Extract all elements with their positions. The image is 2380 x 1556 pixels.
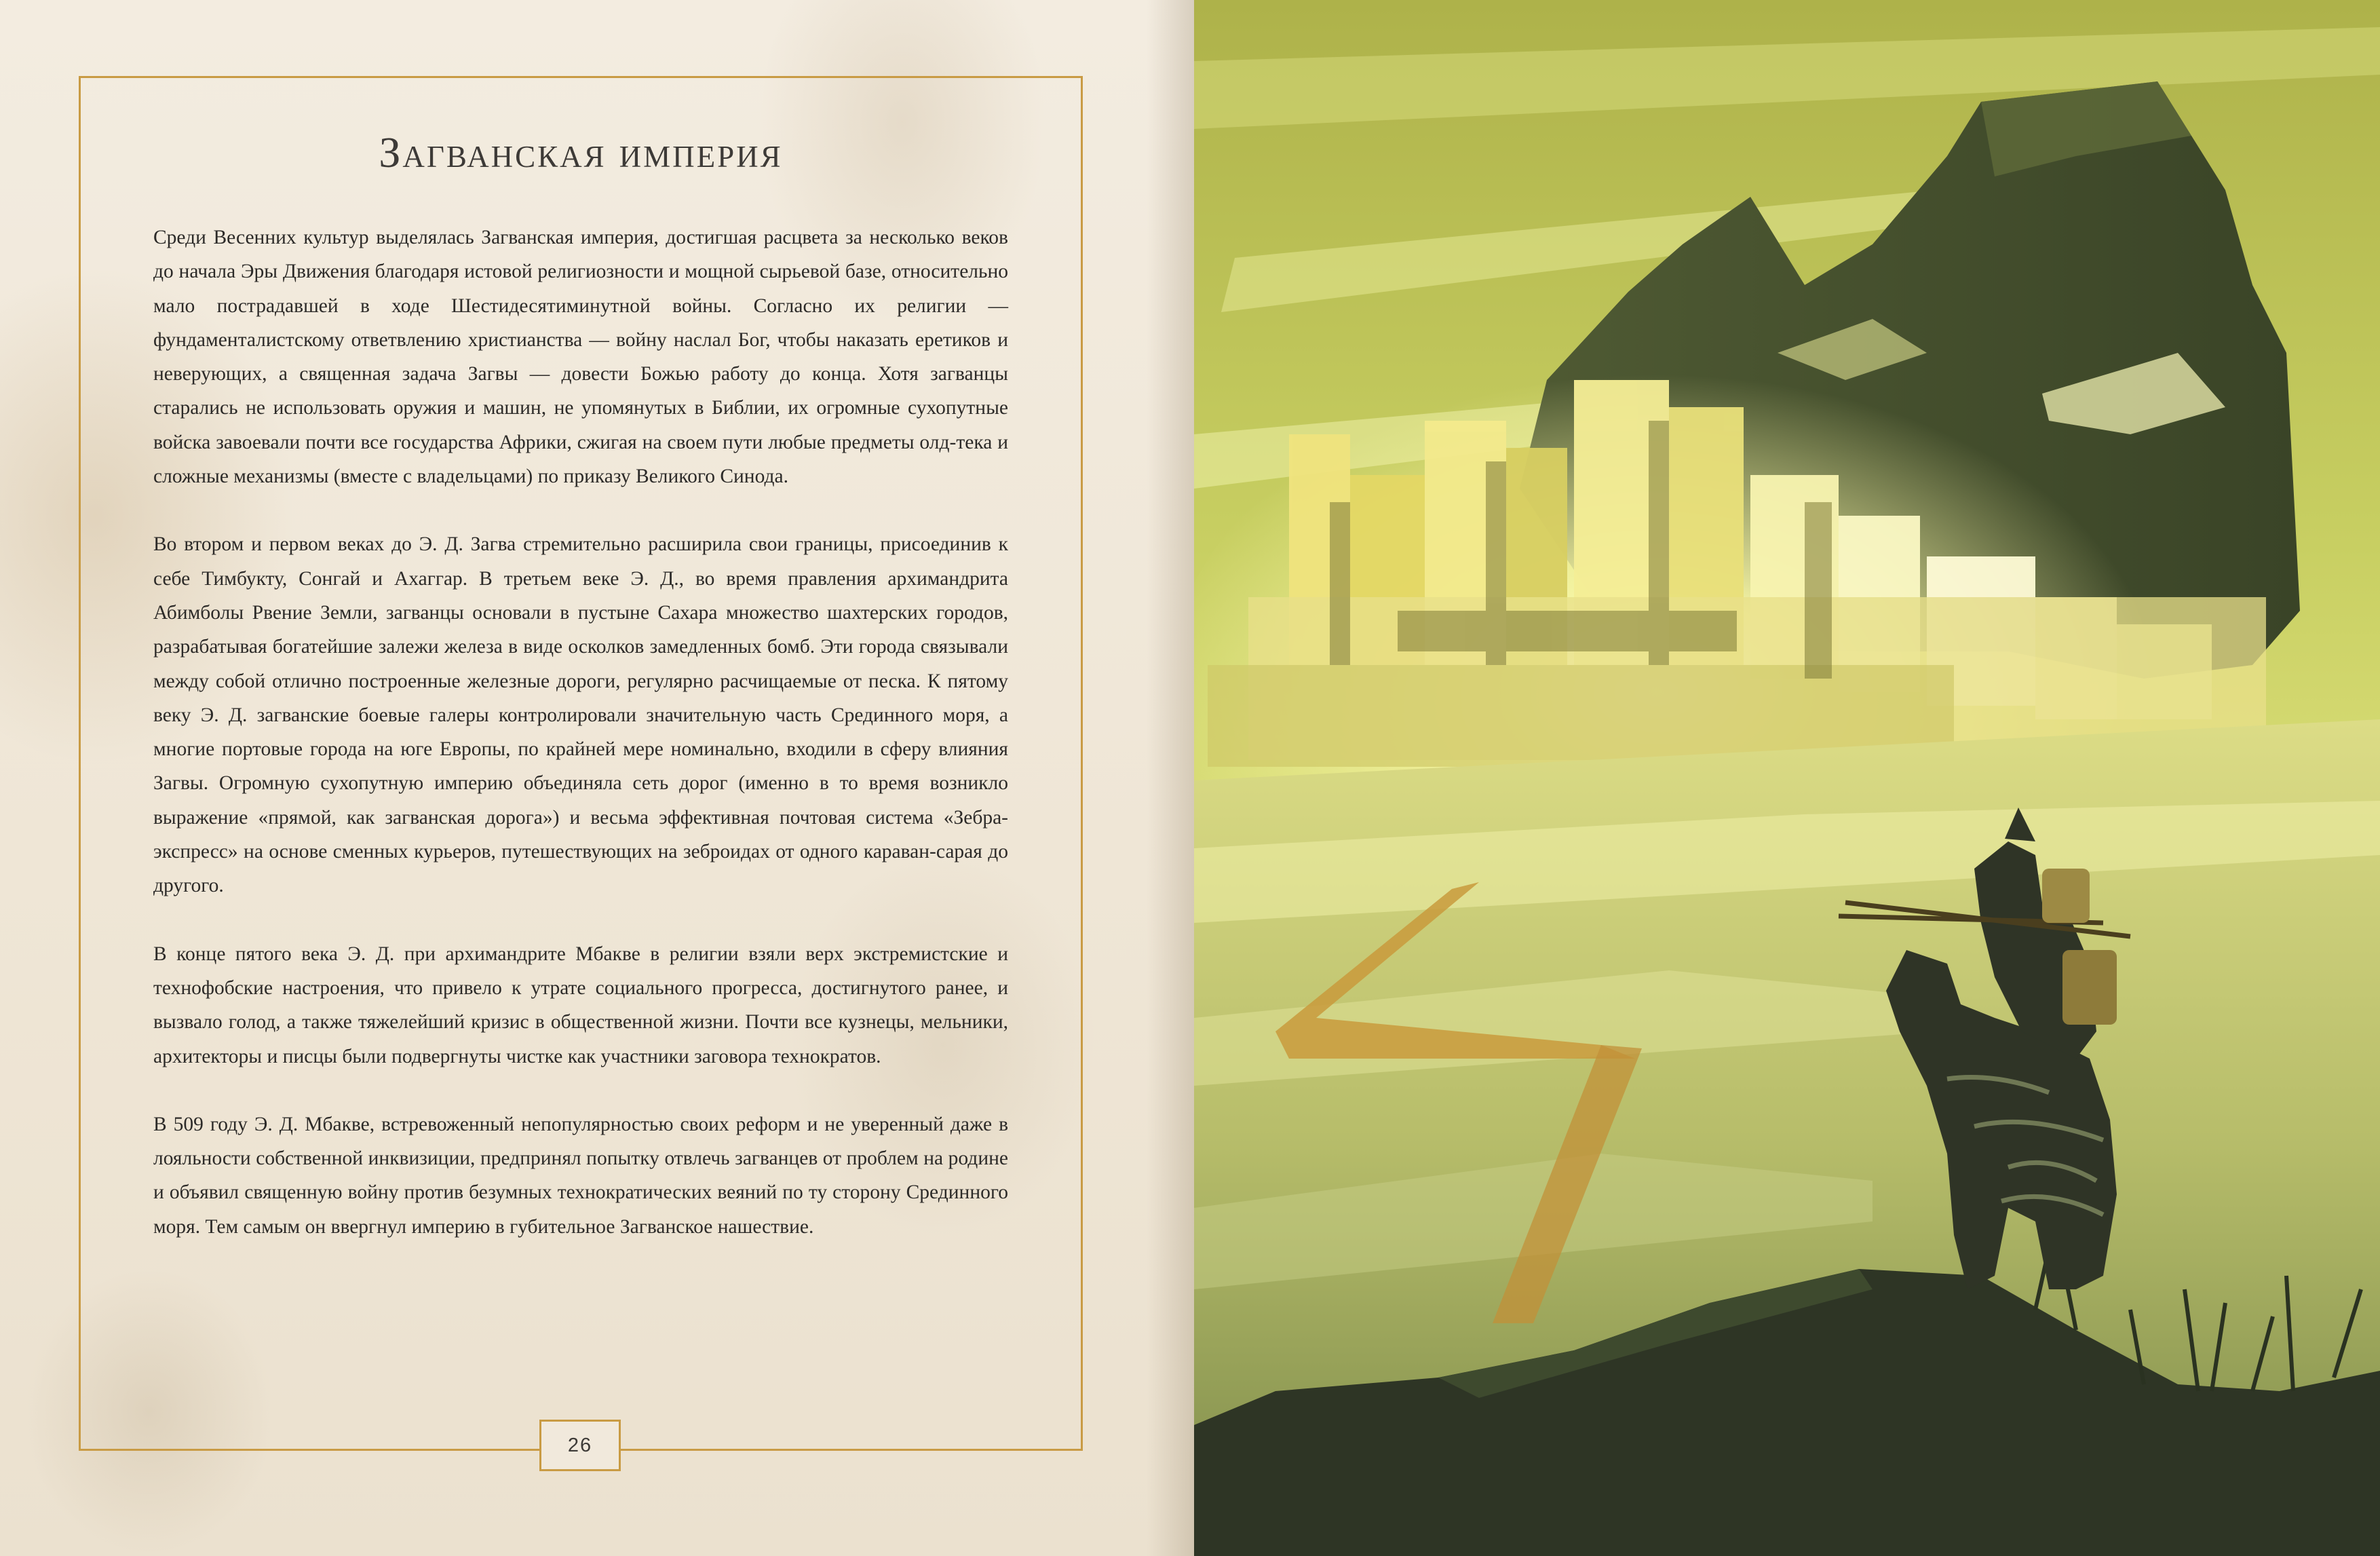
paragraph-3: В конце пятого века Э. Д. при архимандрите Мбакве в религии взяли верх экстремистские и технофобские настроения, что привело к утрате социального прогресса, достигнутого ранее, и вызвало голод, а также тяжелейший кризис в общественной жизни. Почти все кузнецы, мельники, архитекторы и писцы были подвергнуты чистке как участники заговора технократов.: [153, 943, 1008, 1067]
illustration-desert-city-rider: [1194, 0, 2380, 1556]
page-number: 26: [539, 1420, 621, 1471]
paragraph-4: В 509 году Э. Д. Мбакве, встревоженный непопулярностью своих реформ и не уверенный даже в лояльности собственной инквизиции, предпринял попытку отвлечь загванцев от проблем на родине и объявил священную войну против безумных технократических веяний по ту сторону Срединного моря. Тем самым он ввергнул империю в губительное Загванское нашествие.: [153, 1113, 1008, 1238]
page-title: Загванская империя: [379, 128, 783, 176]
paragraph-1: Среди Весенних культур выделялась Загванская империя, достигшая расцвета за несколько веков до начала Эры Движения благодаря истовой религиозности и мощной сырьевой базе, относительно мало пострадавшей в ходе Шестидесятиминутной войны. Согласно их религии — фундаменталистскому ответвлению христианства — войну наслал Бог, чтобы наказать еретиков и неверующих, а священная задача Загвы — довести Божью работу до конца. Хотя загванцы старались не использовать оружия и машин, не упомянутых в Библии, их огромные сухопутные войска завоевали почти все государства Африки, сжигая на своем пути любые предметы олд-тека и сложные механизмы (вместе с владельцами) по приказу Великого Синода.: [153, 227, 1008, 488]
illustration-page: [1194, 0, 2380, 1556]
body-text: [153, 221, 1008, 1244]
paragraph-2: Во втором и первом веках до Э. Д. Загва стремительно расширила свои границы, присоединив к себе Тимбукту, Сонгай и Ахаггар. В третьем веке Э. Д., во время правления архимандрита Абимболы Рвение Земли, загванцы основали в пустыне Сахара множество шахтерских городов, разрабатывая богатейшие залежи железа в виде осколков замедленных бомб. Эти города связывали между собой отлично построенные железные дороги, регулярно расчищаемые от песка. К пятому веку Э. Д. загванские боевые галеры контролировали значительную часть Срединного моря, а многие портовые города на юге Европы, по крайней мере номинально, входили в сферу влияния Загвы. Огромную сухопутную империю объединяла сеть дорог (именно в то время возникло выражение «прямой, как загванская дорога») и весьма эффективная почтовая система «Зебра-экспресс» на основе сменных курьеров, путешествующих на зеброидах от одного караван-сарая до другого.: [153, 533, 1008, 897]
gutter-shadow: [1147, 0, 1194, 1556]
